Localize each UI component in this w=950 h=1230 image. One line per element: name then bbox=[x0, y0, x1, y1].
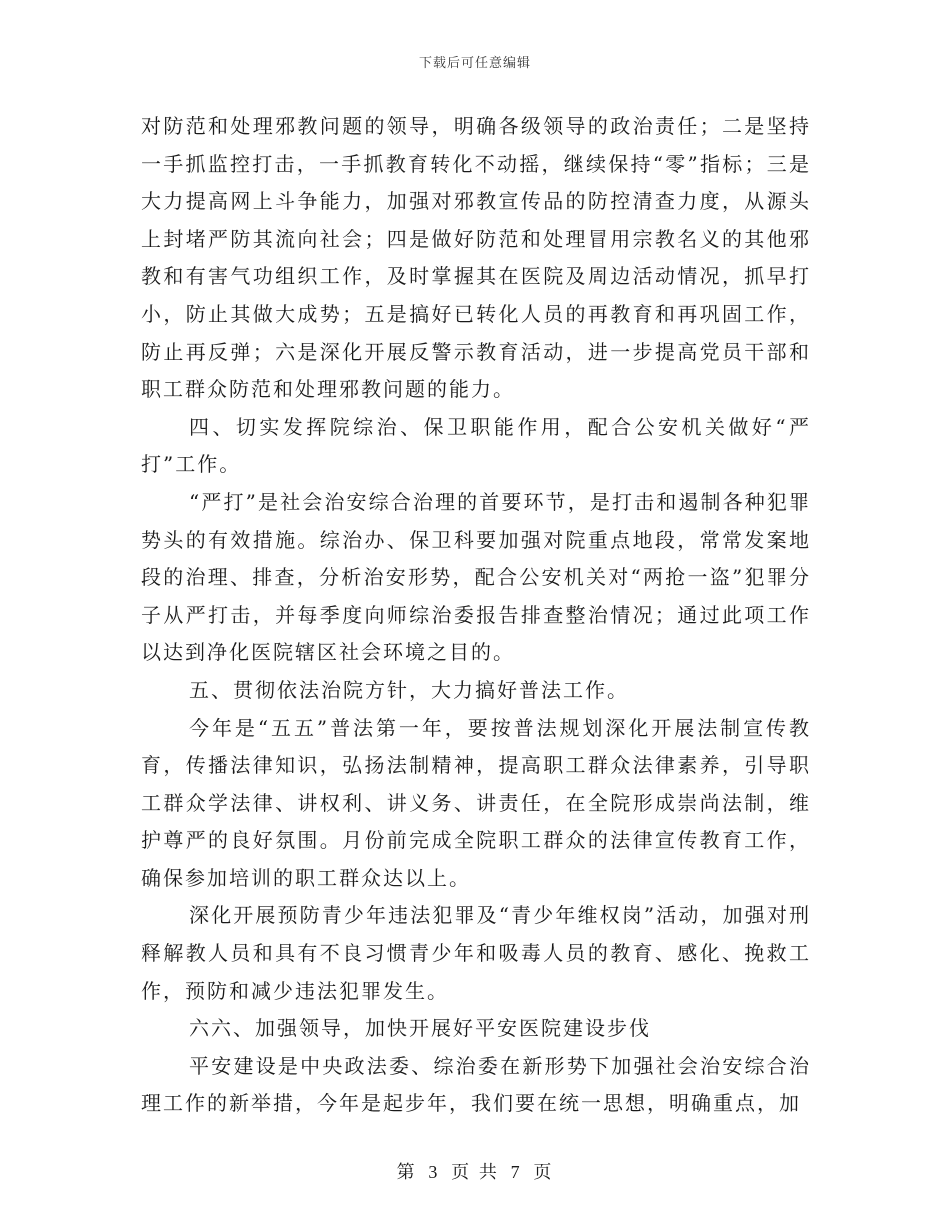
total-pages-number: 7 bbox=[510, 1162, 522, 1182]
paragraph: 深化开展预防青少年违法犯罪及“青少年维权岗”活动，加强对刑释解教人员和具有不良习惯青少年和吸毒人员的教育、感化、挽救工作，预防和减少违法犯罪发生。 bbox=[141, 903, 811, 1003]
paragraph: “严打”是社会治安综合治理的首要环节，是打击和遏制各种犯罪势头的有效措施。综治办、保卫科要加强对院重点地段，常常发案地段的治理、排查，分析治安形势，配合公安机关对“两抢一盗”犯罪分子从严打击，并每季度向师综治委报告排查整治情况；通过此项工作以达到净化医院辖区社会环境之目的。 bbox=[141, 489, 811, 665]
header-note: 下载后可任意编辑 bbox=[418, 56, 531, 71]
current-page-number: 3 bbox=[428, 1162, 440, 1182]
paragraph: 平安建设是中央政法委、综治委在新形势下加强社会治安综合治理工作的新举措，今年是起步年，我们要在统一思想，明确重点，加 bbox=[141, 1053, 811, 1116]
section-heading-5: 五、贯彻依法治院方针，大力搞好普法工作。 bbox=[189, 677, 629, 702]
paragraph-continuation: 对防范和处理邪教问题的领导，明确各级领导的政治责任；二是坚持一手抓监控打击，一手抓教育转化不动摇，继续保持“零”指标；三是大力提高网上斗争能力，加强对邪教宣传品的防控清查力度，从源头上封堵严防其流向社会；四是做好防范和处理冒用宗教名义的其他邪教和有害气功组织工作，及时掌握其在医院及周边活动情况，抓早打小，防止其做大成势；五是搞好已转化人员的再教育和再巩固工作，防止再反弹；六是深化开展反警示教育活动，进一步提高党员干部和职工群众防范和处理邪教问题的能力。 bbox=[141, 114, 811, 402]
page-footer bbox=[0, 1158, 950, 1184]
footer-middle: 页 共 bbox=[451, 1162, 499, 1183]
paragraph: 今年是“五五”普法第一年，要按普法规划深化开展法制宣传教育，传播法律知识，弘扬法制精神，提高职工群众法律素养，引导职工群众学法律、讲权利、讲义务、讲责任，在全院形成崇尚法制，维护尊严的良好氛围。月份前完成全院职工群众的法律宣传教育工作，确保参加培训的职工群众达以上。 bbox=[141, 715, 811, 890]
body-text bbox=[141, 108, 811, 1123]
section-heading-6: 六六、加强领导，加快开展好平安医院建设步伐 bbox=[189, 1016, 651, 1041]
footer-prefix: 第 bbox=[396, 1162, 417, 1183]
footer-suffix: 页 bbox=[533, 1162, 554, 1183]
section-heading-4: 四、切实发挥院综治、保卫职能作用，配合公安机关做好“严打”工作。 bbox=[141, 414, 811, 477]
